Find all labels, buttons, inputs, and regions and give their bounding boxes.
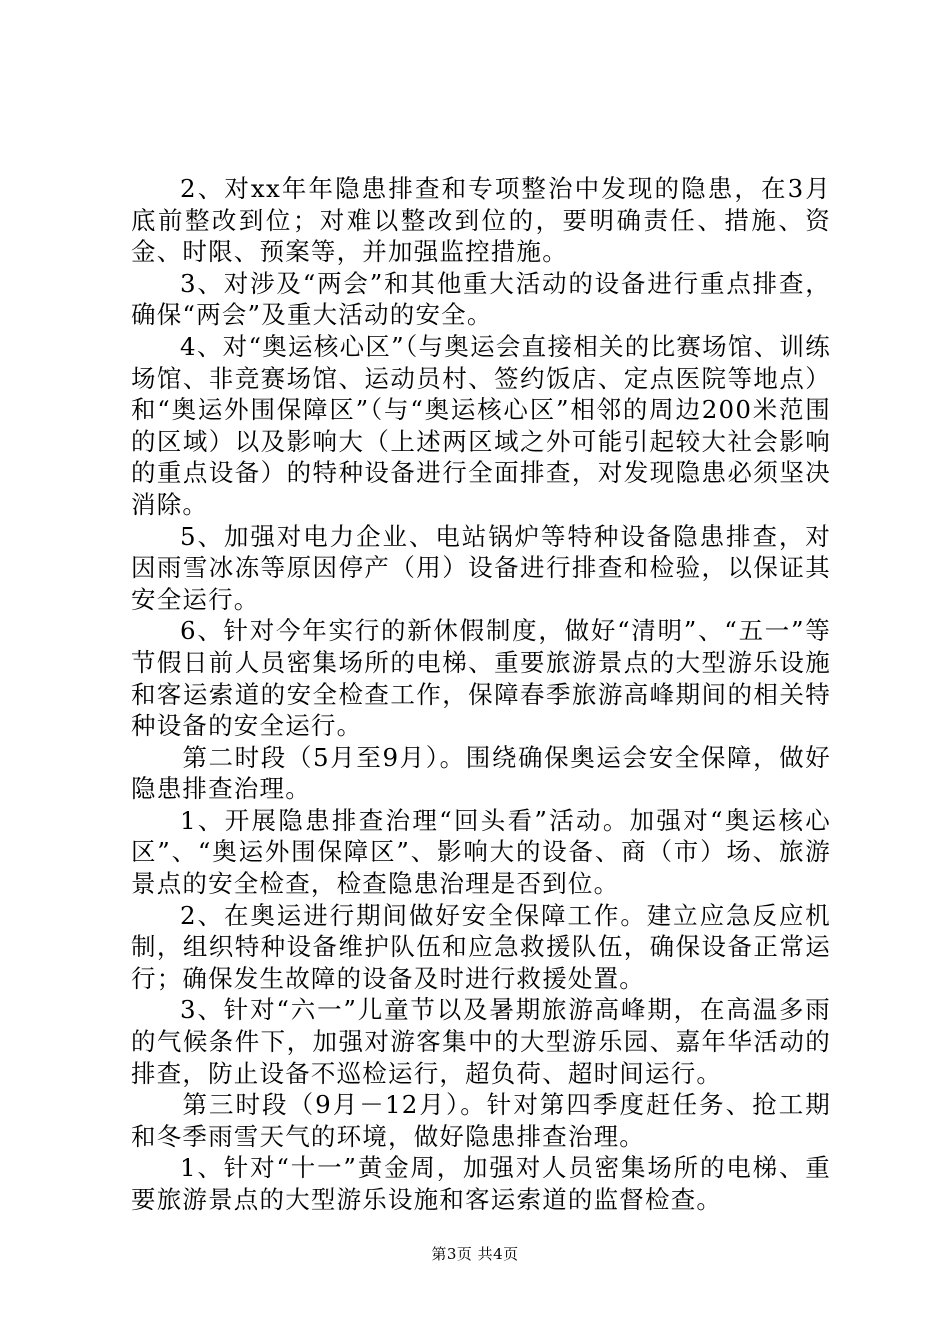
paragraph-item-2: 2、对xx年年隐患排查和专项整治中发现的隐患，在3月底前整改到位；对难以整改到位的，要明确责任、措施、资金、时限、预案等，并加强监控措施。: [131, 174, 831, 267]
paragraph-item-3: 3、对涉及“两会”和其他重大活动的设备进行重点排查，确保“两会”及重大活动的安全。: [131, 268, 831, 330]
paragraph-item-4: 4、对“奥运核心区”（与奥运会直接相关的比赛场馆、训练场馆、非竞赛场馆、运动员村、签约饭店、定点医院等地点）和“奥运外围保障区”（与“奥运核心区”相邻的周边200米范围的区域）以及影响大（上述两区域之外可能引起较大社会影响的重点设备）的特种设备进行全面排查，对发现隐患必须坚决消除。: [131, 331, 831, 519]
paragraph-item-6: 6、针对今年实行的新休假制度，做好“清明”、“五一”等节假日前人员密集场所的电梯、重要旅游景点的大型游乐设施和客运索道的安全检查工作，保障春季旅游高峰期间的相关特种设备的安全运行。: [131, 616, 831, 741]
section-heading-phase-2: 第二时段（5月至9月）。围绕确保奥运会安全保障，做好隐患排查治理。: [131, 742, 831, 804]
document-body: [131, 173, 831, 1216]
paragraph-phase2-item-2: 2、在奥运进行期间做好安全保障工作。建立应急反应机制，组织特种设备维护队伍和应急救援队伍，确保设备正常运行；确保发生故障的设备及时进行救援处置。: [131, 900, 831, 993]
section-heading-phase-3: 第三时段（9月－12月）。针对第四季度赶任务、抢工期和冬季雨雪天气的环境，做好隐患排查治理。: [131, 1090, 831, 1151]
paragraph-phase2-item-3: 3、针对“六一”儿童节以及暑期旅游高峰期，在高温多雨的气候条件下，加强对游客集中的大型游乐园、嘉年华活动的排查，防止设备不巡检运行，超负荷、超时间运行。: [131, 995, 831, 1088]
paragraph-phase3-item-1: 1、针对“十一”黄金周，加强对人员密集场所的电梯、重要旅游景点的大型游乐设施和客运索道的监督检查。: [131, 1153, 831, 1214]
page-number-footer: 第3页 共4页: [431, 1245, 519, 1263]
paragraph-item-5: 5、加强对电力企业、电站锅炉等特种设备隐患排查，对因雨雪冰冻等原因停产（用）设备进行排查和检验，以保证其安全运行。: [131, 521, 831, 614]
paragraph-phase2-item-1: 1、开展隐患排查治理“回头看”活动。加强对“奥运核心区”、“奥运外围保障区”、影响大的设备、商（市）场、旅游景点的安全检查，检查隐患治理是否到位。: [131, 805, 831, 899]
